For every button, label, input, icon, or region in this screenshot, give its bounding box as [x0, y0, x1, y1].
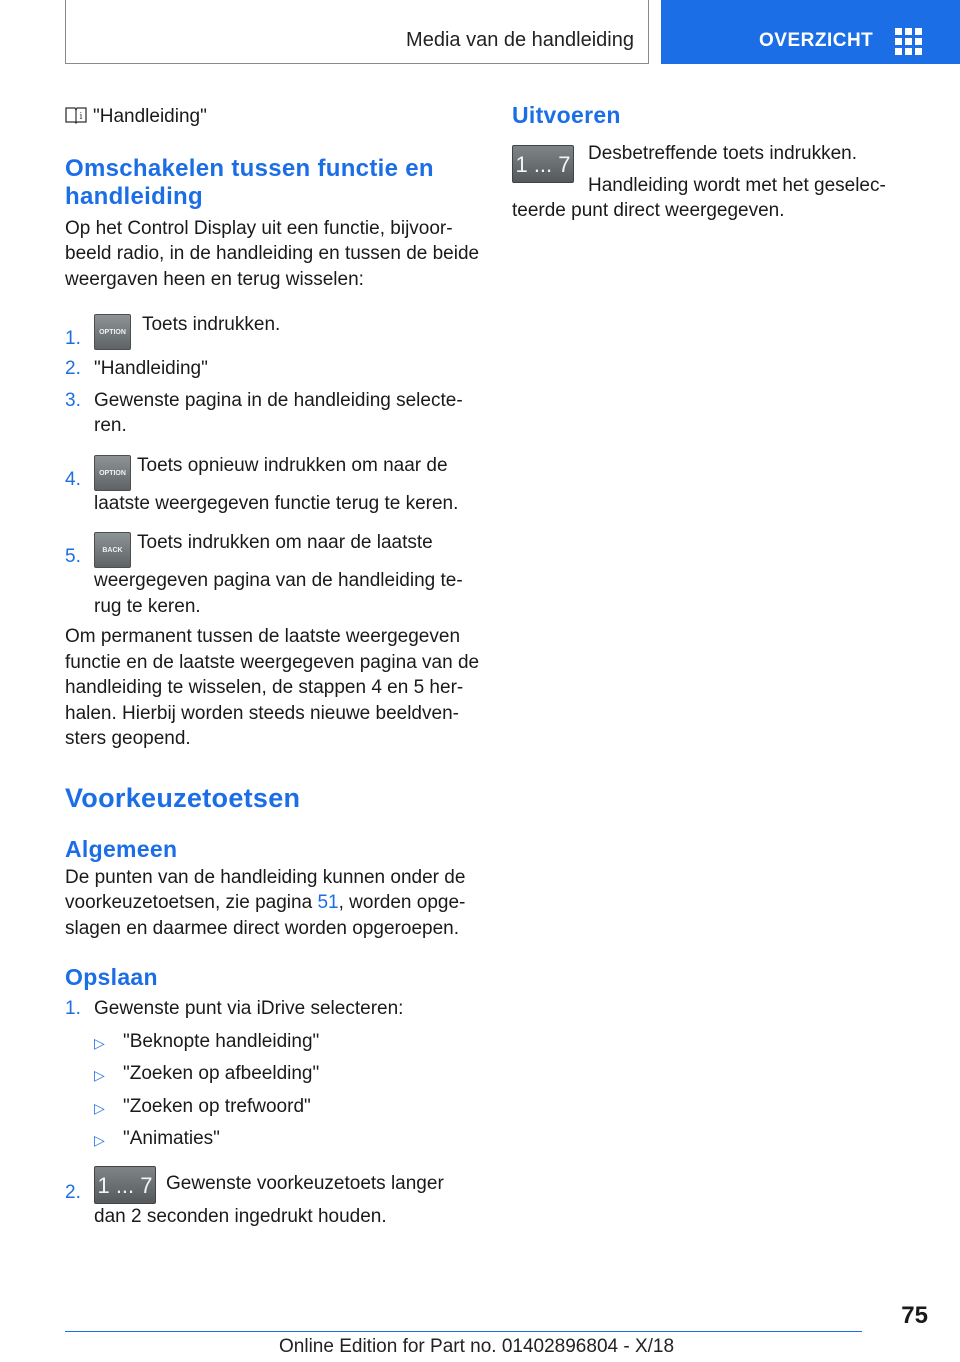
triangle-bullet-icon: ▷	[94, 1034, 105, 1051]
preset-button: 1 ... 7	[512, 145, 574, 183]
triangle-bullet-icon: ▷	[94, 1067, 105, 1083]
header-section-box	[65, 0, 649, 64]
right-column	[512, 100, 897, 237]
execute-block: 1 ... 7 Desbetreffende toets indrukken. Handleiding wordt met het geselec- teerde punt direct weergegeven.	[512, 143, 886, 221]
subsection-title-save: Opslaan	[65, 964, 158, 990]
header-title: Media van de handleiding	[406, 29, 634, 51]
subsection-title-general: Algemeen	[65, 835, 178, 862]
section-title-presets: Voorkeuzetoetsen	[65, 782, 301, 813]
footer-edition: Online Edition for Part no. 01402896804 - X/18	[279, 1336, 675, 1357]
menu-label: "Handleiding"	[93, 106, 207, 127]
grid-icon	[895, 28, 921, 54]
page-number: 75	[901, 1302, 928, 1329]
svg-text:i: i	[79, 112, 83, 122]
page-link-51[interactable]: 51	[317, 892, 339, 913]
overview-button[interactable]	[661, 0, 960, 64]
list-item: 4. OPTION Toets opnieuw indrukken om naar de laatste weergegeven functie terug te keren.	[65, 454, 459, 514]
list-item: ▷ "Animaties"	[65, 1126, 480, 1152]
book-icon	[65, 106, 87, 124]
save-steps-list	[65, 996, 480, 1229]
list-item: ▷ "Zoeken op afbeelding"	[65, 1061, 480, 1087]
left-column	[65, 100, 480, 1229]
outro-paragraph: Om permanent tussen de laatste weergegeven functie en de laatste weergegeven pagina van de handleiding te wisselen, de stappen 4 en 5 her- halen. Hierbij worden steeds nieuwe beeldven- sters geopend.	[65, 626, 480, 749]
menu-path	[65, 104, 480, 130]
list-item: ▷ "Beknopte handleiding"	[65, 1029, 480, 1055]
triangle-bullet-icon: ▷	[94, 1132, 105, 1148]
steps-list	[65, 312, 480, 619]
list-item: 5. BACK Toets indrukken om naar de laatste weergegeven pagina van de handleiding te- rug te keren.	[65, 532, 463, 617]
list-item: 1. OPTION Toets indrukken.	[65, 314, 281, 349]
section-title-switch: Omschakelen tussen functie en handleiding	[65, 154, 434, 210]
footer-divider	[65, 1331, 862, 1332]
back-button: BACK	[94, 532, 131, 568]
triangle-bullet-icon: ▷	[94, 1099, 105, 1116]
preset-button: 1 ... 7	[94, 1166, 156, 1204]
intro-paragraph: Op het Control Display uit een functie, bijvoor- beeld radio, in de handleiding en tussen de beide weergaven heen en terug wisselen:	[65, 217, 480, 290]
general-paragraph: De punten van de handleiding kunnen onder de voorkeuzetoetsen, zie pagina 51, worden opge- slagen en daarmee direct worden opgeroepen.	[65, 866, 466, 939]
list-item: 1. Gewenste punt via iDrive selecteren:	[65, 998, 404, 1019]
list-item: 2. "Handleiding"	[65, 358, 208, 379]
list-item: 2. 1 ... 7 Gewenste voorkeuzetoets langer dan 2 seconden ingedrukt houden.	[65, 1166, 480, 1230]
list-item: ▷ "Zoeken op trefwoord"	[65, 1094, 480, 1120]
section-title-execute: Uitvoeren	[512, 102, 621, 128]
overview-label: OVERZICHT	[759, 30, 874, 51]
option-button: OPTION	[94, 314, 131, 350]
list-item: 3. Gewenste pagina in de handleiding selecte- ren.	[65, 389, 463, 436]
option-button: OPTION	[94, 455, 131, 491]
